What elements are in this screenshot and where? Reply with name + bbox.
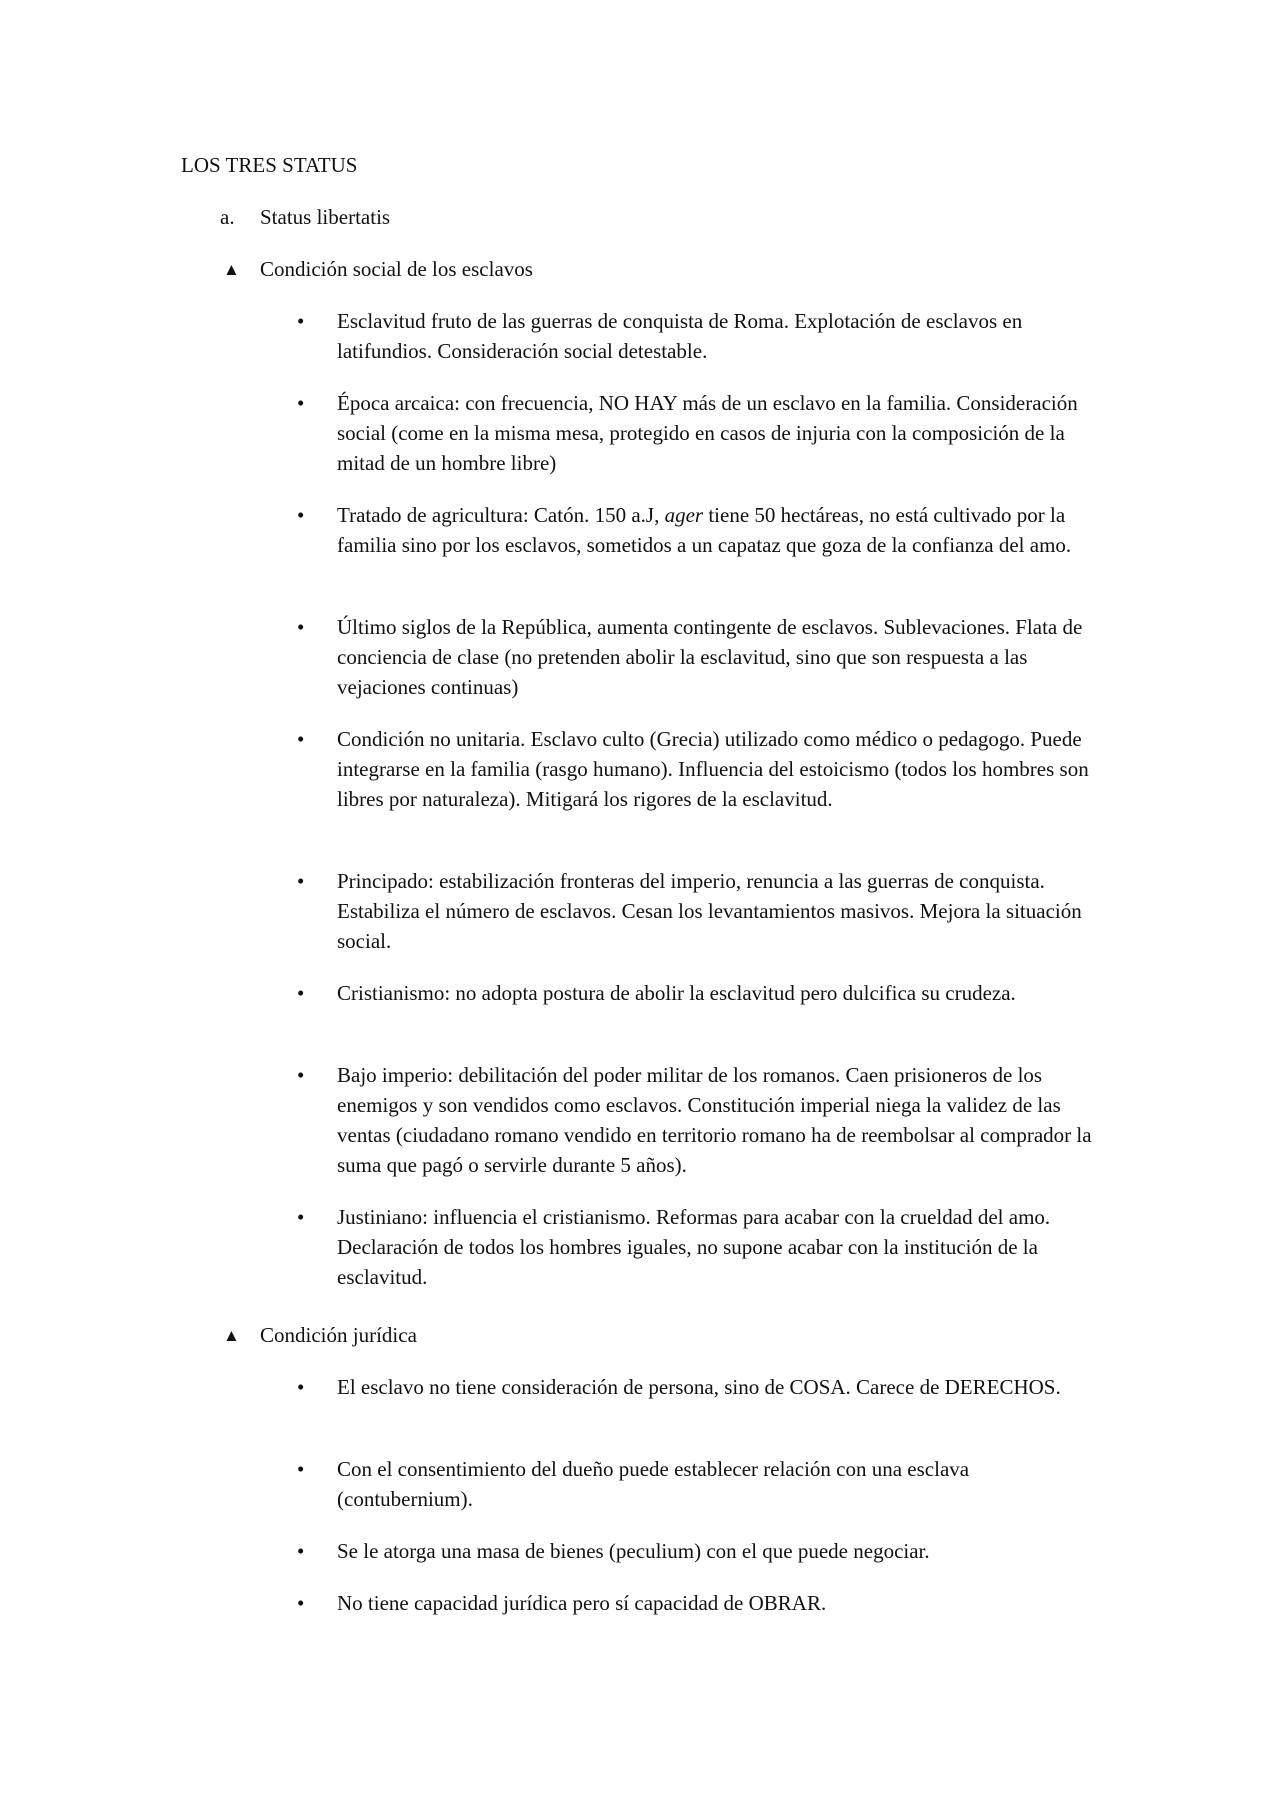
- triangle-bullet-icon: ▲: [223, 1326, 240, 1345]
- list-item-text: Esclavitud fruto de las guerras de conquista de Roma. Explotación de esclavos en latifundios. Consideración social detestable.: [337, 309, 1023, 363]
- list-item-text: Condición no unitaria. Esclavo culto (Grecia) utilizado como médico o pedagogo. Puede integrarse en la familia (rasgo humano). Influencia del estoicismo (todos los hombres son libres por naturaleza). Mitigará los rigores de la esclavitud.: [337, 727, 1089, 811]
- list-item-text: Se le atorga una masa de bienes (peculium) con el que puede negociar.: [337, 1539, 930, 1563]
- section-heading: [223, 1320, 417, 1351]
- subsection-label: Status libertatis: [260, 205, 391, 229]
- list-item-text: Cristianismo: no adopta postura de abolir la esclavitud pero dulcifica su crudeza.: [337, 981, 1016, 1005]
- bullet-icon: •: [297, 309, 305, 333]
- list-item-text: Justiniano: influencia el cristianismo. Reformas para acabar con la crueldad del amo. Declaración de todos los hombres iguales, no supone acabar con la institución de la esclavitud.: [337, 1205, 1051, 1289]
- bullet-icon: •: [297, 1063, 305, 1087]
- list-item-text: No tiene capacidad jurídica pero sí capacidad de OBRAR.: [337, 1591, 827, 1615]
- bullet-icon: •: [297, 981, 305, 1005]
- list-item-text: Último siglos de la República, aumenta contingente de esclavos. Sublevaciones. Flata de conciencia de clase (no pretenden abolir la esclavitud, sino que son respuesta a las vejaciones continuas): [337, 615, 1083, 699]
- section-heading-text: Condición jurídica: [260, 1323, 417, 1347]
- text-run: tiene 50 hectáreas, no está cultivado por la familia sino por los esclavos, sometidos a un capataz que goza de la confianza del amo.: [337, 503, 1072, 557]
- list-item-text: El esclavo no tiene consideración de persona, sino de COSA. Carece de DERECHOS.: [337, 1375, 1061, 1399]
- bullet-icon: •: [297, 869, 305, 893]
- bullet-icon: •: [297, 615, 305, 639]
- list-item-text: Principado: estabilización fronteras del imperio, renuncia a las guerras de conquista. Estabiliza el número de esclavos. Cesan los levantamientos masivos. Mejora la situación social.: [337, 869, 1082, 953]
- bullet-icon: •: [297, 503, 305, 527]
- bullet-icon: •: [297, 391, 305, 415]
- section-heading: [223, 254, 533, 285]
- bullet-icon: •: [297, 1539, 305, 1563]
- bullet-icon: •: [297, 1375, 305, 1399]
- bullet-icon: •: [297, 1205, 305, 1229]
- list-item-text: [337, 500, 1107, 560]
- list-item-text: Época arcaica: con frecuencia, NO HAY más de un esclavo en la familia. Consideración social (come en la misma mesa, protegido en casos de injuria con la composición de la mitad de un hombre libre): [337, 391, 1078, 475]
- section-heading-text: Condición social de los esclavos: [260, 257, 533, 281]
- text-run: Tratado de agricultura: Catón. 150 a.J,: [337, 503, 665, 527]
- subsection-marker: a.: [220, 205, 235, 229]
- triangle-bullet-icon: ▲: [223, 260, 240, 279]
- list-item-text: Bajo imperio: debilitación del poder militar de los romanos. Caen prisioneros de los enemigos y son vendidos como esclavos. Constitución imperial niega la validez de las ventas (ciudadano romano vendido en territorio romano ha de reembolsar al comprador la suma que pagó o servirle durante 5 años).: [337, 1063, 1092, 1177]
- bullet-icon: •: [297, 727, 305, 751]
- bullet-icon: •: [297, 1457, 305, 1481]
- list-item-text: Con el consentimiento del dueño puede establecer relación con una esclava (contubernium).: [337, 1457, 970, 1511]
- italic-term: ager: [664, 503, 704, 527]
- bullet-icon: •: [297, 1591, 305, 1615]
- document-title: LOS TRES STATUS: [181, 153, 358, 177]
